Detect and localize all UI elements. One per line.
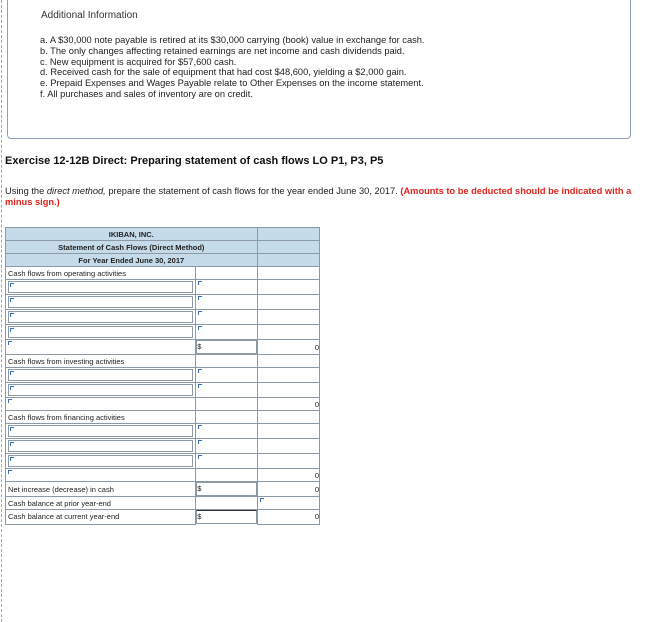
info-item-f: f. All purchases and sales of inventory are on credit. — [40, 88, 253, 99]
header-blank — [257, 241, 319, 254]
currency-symbol: $ — [197, 512, 202, 521]
financing-line-3-amount[interactable] — [196, 454, 257, 469]
blank-cell — [257, 424, 319, 439]
operating-line-1-dropdown[interactable] — [6, 280, 196, 295]
additional-information-panel — [7, 0, 631, 139]
statement-company: IKIBAN, INC. — [6, 228, 258, 241]
statement-name: Statement of Cash Flows (Direct Method) — [6, 241, 258, 254]
financing-line-2-amount[interactable] — [196, 439, 257, 454]
instructions — [5, 186, 650, 208]
operating-line-1-amount[interactable] — [196, 280, 257, 295]
financing-total-value: 0 — [257, 469, 319, 482]
header-blank — [257, 228, 319, 241]
net-change-currency — [196, 482, 256, 496]
operating-total-dropdown[interactable] — [6, 340, 196, 355]
blank-cell — [257, 383, 319, 398]
blank-cell — [257, 411, 319, 424]
operating-total-value: 0 — [257, 340, 319, 355]
investing-line-2-dropdown[interactable] — [6, 383, 196, 398]
operating-total-currency — [196, 340, 256, 354]
blank-cell — [257, 368, 319, 383]
investing-total-dropdown[interactable] — [6, 398, 196, 411]
financing-line-3-dropdown[interactable] — [6, 454, 196, 469]
blank-cell — [257, 355, 319, 368]
statement-period: For Year Ended June 30, 2017 — [6, 254, 258, 267]
info-item-b: b. The only changes affecting retained earnings are net income and cash dividends paid. — [40, 45, 405, 56]
net-change-value: 0 — [257, 482, 319, 497]
blank-cell — [257, 295, 319, 310]
investing-line-1-amount[interactable] — [196, 368, 257, 383]
info-item-e: e. Prepaid Expenses and Wages Payable relate to Other Expenses on the income statement. — [40, 78, 424, 89]
instructions-emphasis: direct method, — [46, 186, 106, 196]
blank-cell — [257, 310, 319, 325]
blank-cell — [196, 411, 257, 424]
blank-cell — [257, 267, 319, 280]
blank-cell — [196, 398, 257, 411]
instructions-middle: prepare the statement of cash flows for the year ended June 30, 2017. — [105, 186, 401, 196]
financing-line-1-dropdown[interactable] — [6, 424, 196, 439]
investing-line-1-dropdown[interactable] — [6, 368, 196, 383]
currency-symbol: $ — [197, 484, 202, 493]
page-edge-dotted-line — [1, 0, 2, 622]
instructions-note: (Amounts to be deducted should be indicated with a minus sign.) — [5, 186, 632, 207]
blank-cell — [257, 280, 319, 295]
prior-balance-input[interactable] — [257, 497, 319, 510]
investing-section-label: Cash flows from investing activities — [6, 355, 196, 368]
net-change-label: Net increase (decrease) in cash — [6, 482, 196, 497]
operating-line-2-dropdown[interactable] — [6, 295, 196, 310]
operating-line-4-amount[interactable] — [196, 325, 257, 340]
financing-line-1-amount[interactable] — [196, 424, 257, 439]
header-blank — [257, 254, 319, 267]
exercise-title: Exercise 12-12B Direct: Preparing statement of cash flows LO P1, P3, P5 — [5, 155, 384, 167]
blank-cell — [257, 439, 319, 454]
operating-section-label: Cash flows from operating activities — [6, 267, 196, 280]
info-item-d: d. Received cash for the sale of equipment that had cost $48,600, yielding a $2,000 gain. — [40, 67, 407, 78]
prior-balance-label: Cash balance at prior year-end — [6, 497, 196, 510]
operating-line-3-dropdown[interactable] — [6, 310, 196, 325]
current-balance-label: Cash balance at current year-end — [6, 510, 196, 525]
cash-flow-statement-table — [5, 227, 320, 525]
financing-total-dropdown[interactable] — [6, 469, 196, 482]
operating-line-3-amount[interactable] — [196, 310, 257, 325]
investing-total-value: 0 — [257, 398, 319, 411]
blank-cell — [196, 497, 257, 510]
investing-line-2-amount[interactable] — [196, 383, 257, 398]
current-balance-value: 0 — [257, 510, 319, 525]
operating-line-4-dropdown[interactable] — [6, 325, 196, 340]
financing-line-2-dropdown[interactable] — [6, 439, 196, 454]
currency-symbol: $ — [197, 342, 202, 351]
info-list — [40, 35, 425, 100]
blank-cell — [196, 355, 257, 368]
instructions-prefix: Using the — [5, 186, 47, 196]
info-title: Additional Information — [41, 10, 138, 21]
info-item-c: c. New equipment is acquired for $57,600 cash. — [40, 56, 237, 67]
blank-cell — [257, 325, 319, 340]
blank-cell — [196, 469, 257, 482]
financing-section-label: Cash flows from financing activities — [6, 411, 196, 424]
blank-cell — [196, 267, 257, 280]
operating-line-2-amount[interactable] — [196, 295, 257, 310]
info-item-a: a. A $30,000 note payable is retired at its $30,000 carrying (book) value in exchange for cash. — [40, 35, 425, 45]
blank-cell — [257, 454, 319, 469]
current-balance-currency — [196, 510, 256, 524]
